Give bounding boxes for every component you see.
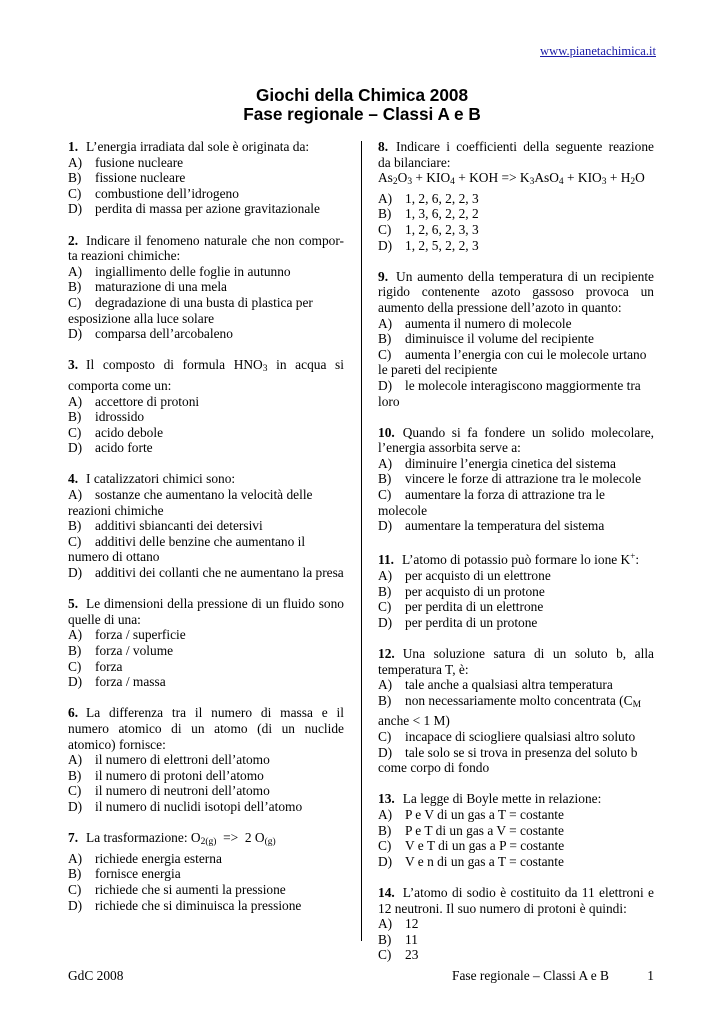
answer-option: D) le molecole interagiscono maggiormente tra loro bbox=[378, 377, 641, 409]
question-text: 8. Indicare i coefficienti della seguente reazione da bilanciare: bbox=[378, 139, 654, 170]
page-number: 1 bbox=[647, 968, 654, 983]
question-text: 5. Le dimensioni della pressione di un fluido sono quelle di una: bbox=[68, 596, 344, 627]
answer-option: D) V e n di un gas a T = costante bbox=[378, 853, 564, 869]
answer-option: A) P e V di un gas a T = costante bbox=[378, 806, 564, 822]
answer-option: C) incapace di sciogliere qualsiasi altro soluto bbox=[378, 728, 636, 744]
answer-option: B) maturazione di una mela bbox=[68, 279, 227, 295]
answer-option: D) perdita di massa per azione gravitazionale bbox=[68, 201, 320, 217]
question-2 bbox=[68, 233, 344, 342]
question-5 bbox=[68, 596, 344, 690]
question-3 bbox=[68, 357, 344, 456]
question-number: 9. bbox=[378, 268, 389, 284]
answer-option: B) diminuisce il volume del recipiente bbox=[378, 331, 594, 347]
question-text: 9. Un aumento della temperatura di un recipiente rigido contenente azoto gassoso provoca un aumento della pressione dell’azoto in quanto: bbox=[378, 268, 654, 315]
question-8 bbox=[378, 139, 654, 253]
answer-option: A) accettore di protoni bbox=[68, 393, 200, 409]
question-number: 13. bbox=[378, 791, 395, 807]
question-9 bbox=[378, 269, 654, 409]
answer-option: C) il numero di neutroni dell’atomo bbox=[68, 783, 270, 799]
answer-option: C) forza bbox=[68, 658, 123, 674]
question-text: 6. La differenza tra il numero di massa e il numero atomico di un atomo (di un nuclide atomico) fornisce: bbox=[68, 705, 344, 752]
answer-option: B) P e T di un gas a V = costante bbox=[378, 822, 564, 838]
answer-option: C) aumenta l’energia con cui le molecole urtano le pareti del recipiente bbox=[378, 346, 647, 378]
question-number: 6. bbox=[68, 705, 79, 721]
answer-option: D) comparsa dell’arcobaleno bbox=[68, 326, 233, 342]
reaction-equation: $As_2O_3 + KIO_4$ + KOH => $K_3AsO_4 + KIO_3 + H_2O$ bbox=[378, 170, 645, 188]
answer-option: D) tale solo se si trova in presenza del soluto b come corpo di fondo bbox=[378, 744, 638, 776]
question-10 bbox=[378, 425, 654, 534]
question-number: 11. bbox=[378, 552, 394, 568]
question-text: 10. Quando si fa fondere un solido molecolare, l’energia assorbita serve a: bbox=[378, 424, 654, 456]
question-number: 7. bbox=[68, 830, 79, 846]
footer-left: GdC 2008 bbox=[68, 968, 124, 983]
answer-option: A) aumenta il numero di molecole bbox=[378, 315, 572, 331]
question-text: 7. La trasformazione: $O_{2(g)} => 2$ $O_{(g)}$ bbox=[68, 830, 276, 848]
answer-option: B) non necessariamente molto concentrata ($C_M$ anche < 1 M) bbox=[378, 692, 642, 729]
question-11 bbox=[378, 549, 654, 630]
answer-option: B) fissione nucleare bbox=[68, 170, 186, 186]
answer-option: C) per perdita di un elettrone bbox=[378, 599, 544, 615]
question-number: 10. bbox=[378, 424, 395, 440]
answer-option: A) il numero di elettroni dell’atomo bbox=[68, 752, 270, 768]
question-text: 14. L’atomo di sodio è costituito da 11 elettroni e 12 neutroni. Il suo numero di protoni è quindi: bbox=[378, 884, 654, 916]
question-14 bbox=[378, 885, 654, 963]
answer-option: B) additivi sbiancanti dei detersivi bbox=[68, 518, 263, 534]
question-1 bbox=[68, 139, 344, 217]
right-column bbox=[378, 139, 654, 978]
answer-option: A) 1, 2, 6, 2, 2, 3 bbox=[378, 190, 479, 206]
footer-right: Fase regionale – Classi A e B bbox=[452, 968, 609, 983]
question-number: 3. bbox=[68, 357, 79, 373]
answer-option: A) richiede energia esterna bbox=[68, 850, 222, 866]
site-link[interactable]: www.pianetachimica.it bbox=[540, 44, 656, 58]
answer-option: B) fornisce energia bbox=[68, 866, 181, 882]
question-text: 4. I catalizzatori chimici sono: bbox=[68, 471, 236, 487]
answer-option: C) 23 bbox=[378, 947, 419, 963]
left-column bbox=[68, 139, 344, 929]
answer-option: B) 11 bbox=[378, 931, 418, 947]
answer-option: A) ingiallimento delle foglie in autunno bbox=[68, 263, 291, 279]
question-number: 1. bbox=[68, 139, 79, 154]
question-text: 11. L’atomo di potassio può formare lo ione K+: bbox=[378, 551, 640, 568]
question-text: 1. L’energia irradiata dal sole è originata da: bbox=[68, 139, 310, 154]
answer-option: B) per acquisto di un protone bbox=[378, 583, 545, 599]
answer-option: D) il numero di nuclidi isotopi dell’atomo bbox=[68, 798, 303, 814]
answer-option: B) 1, 3, 6, 2, 2, 2 bbox=[378, 206, 479, 222]
answer-option: D) aumentare la temperatura del sistema bbox=[378, 518, 605, 534]
answer-option: A) tale anche a qualsiasi altra temperatura bbox=[378, 677, 613, 693]
answer-option: A) sostanze che aumentano la velocità delle reazioni chimiche bbox=[68, 487, 313, 518]
question-number: 12. bbox=[378, 646, 395, 661]
answer-option: A) per acquisto di un elettrone bbox=[378, 568, 551, 584]
question-13 bbox=[378, 791, 654, 869]
question-12 bbox=[378, 646, 654, 776]
answer-option: B) forza / volume bbox=[68, 643, 174, 658]
answer-option: A) diminuire l’energia cinetica del sistema bbox=[378, 455, 616, 471]
answer-option: A) forza / superficie bbox=[68, 627, 186, 643]
answer-option: B) il numero di protoni dell’atomo bbox=[68, 767, 264, 783]
question-7 bbox=[68, 830, 344, 913]
answer-option: D) per perdita di un protone bbox=[378, 614, 538, 630]
answer-option: B) idrossido bbox=[68, 409, 145, 425]
answer-option: D) forza / massa bbox=[68, 674, 166, 690]
question-number: 14. bbox=[378, 884, 395, 900]
question-number: 4. bbox=[68, 471, 79, 487]
question-text: 3. Il composto di formula $HNO_3$ in acqua si comporta come un: bbox=[68, 357, 344, 393]
answer-option: A) fusione nucleare bbox=[68, 154, 184, 170]
question-number: 8. bbox=[378, 139, 389, 154]
answer-option: B) vincere le forze di attrazione tra le molecole bbox=[378, 471, 642, 487]
answer-option: C) aumentare la forza di attrazione tra le molecole bbox=[378, 487, 605, 518]
answer-option: D) additivi dei collanti che ne aumentano la presa bbox=[68, 565, 344, 581]
question-4 bbox=[68, 471, 344, 580]
answer-option: C) combustione dell’idrogeno bbox=[68, 185, 239, 201]
answer-option: D) richiede che si diminuisca la pressione bbox=[68, 897, 302, 913]
question-number: 2. bbox=[68, 232, 79, 248]
answer-option: A) 12 bbox=[378, 916, 419, 932]
question-6 bbox=[68, 705, 344, 814]
column-divider bbox=[361, 141, 362, 941]
question-text: 12. Una soluzione satura di un soluto b, alla temperatura T, è: bbox=[378, 646, 654, 677]
answer-option: D) 1, 2, 5, 2, 2, 3 bbox=[378, 237, 479, 253]
answer-option: C) degradazione di una busta di plastica per esposizione alla luce solare bbox=[68, 294, 313, 326]
answer-option: C) richiede che si aumenti la pressione bbox=[68, 881, 286, 897]
title-line-1: Giochi della Chimica 2008 bbox=[255, 85, 469, 105]
question-text: 2. Indicare il fenomeno naturale che non compor-ta reazioni chimiche: bbox=[68, 232, 344, 264]
page-title bbox=[0, 86, 724, 124]
answer-option: C) 1, 2, 6, 2, 3, 3 bbox=[378, 221, 479, 237]
answer-option: D) acido forte bbox=[68, 440, 153, 456]
question-text: 13. La legge di Boyle mette in relazione: bbox=[378, 791, 602, 807]
title-line-2: Fase regionale – Classi A e B bbox=[243, 104, 481, 124]
answer-option: C) V e T di un gas a P = costante bbox=[378, 838, 565, 854]
question-number: 5. bbox=[68, 596, 79, 612]
answer-option: C) acido debole bbox=[68, 424, 164, 440]
answer-option: C) additivi delle benzine che aumentano il numero di ottano bbox=[68, 533, 306, 565]
